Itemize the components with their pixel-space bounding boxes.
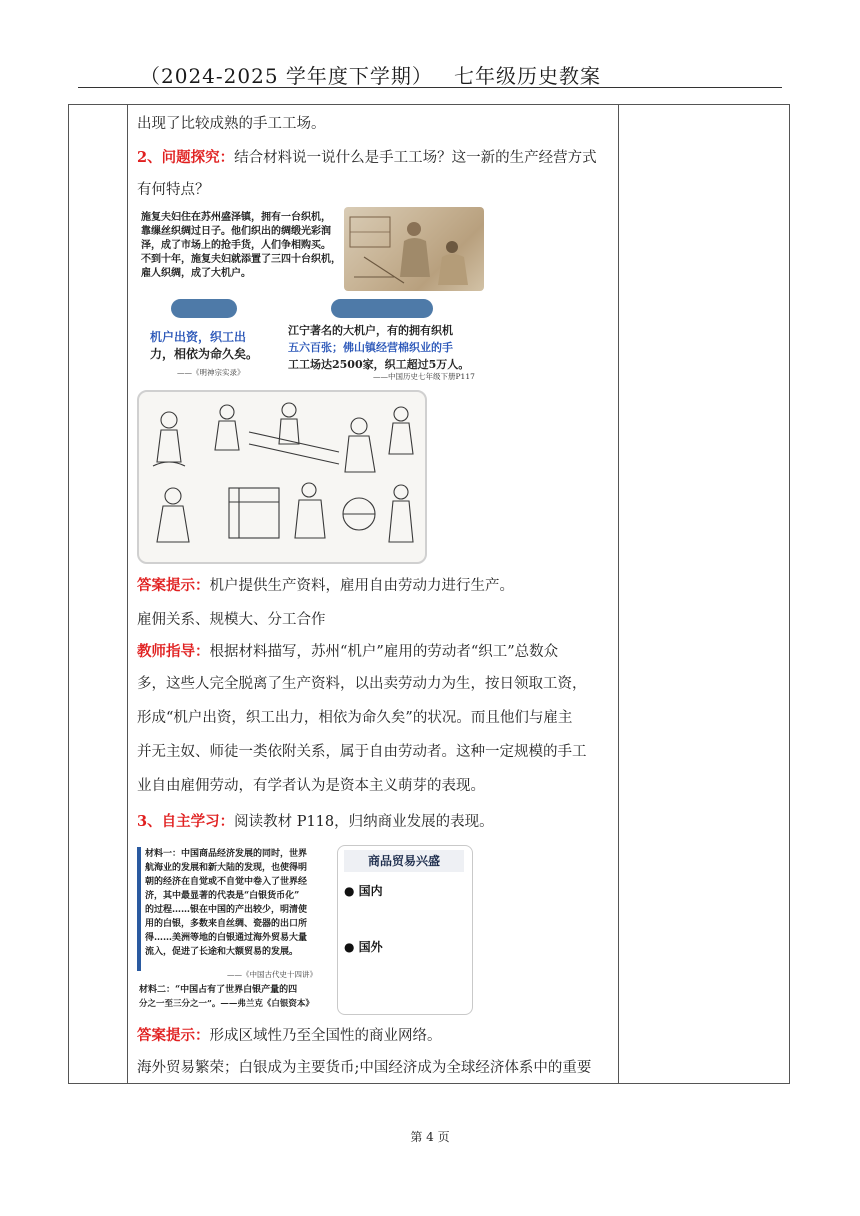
quote-right-line-1: 江宁著名的大机户，有的拥有织机	[288, 324, 453, 337]
answer-2-label: 答案提示：	[137, 1027, 210, 1044]
question-3-label: 3、自主学习：	[137, 813, 235, 830]
intro-line: 出现了比较成熟的手工工场。	[137, 116, 326, 132]
answer-2-line2: 海外贸易繁荣；白银成为主要货币;中国经济成为全球经济体系中的重要	[137, 1060, 592, 1076]
quote-right-banner	[331, 299, 433, 318]
answer-1-line1	[137, 576, 514, 596]
story-line-1: 施复夫妇住在苏州盛泽镇，拥有一台织机，	[141, 212, 331, 223]
header-rule	[78, 87, 782, 88]
textile-workers-sketch	[139, 392, 425, 562]
material-2-line-1: 材料二：“中国占有了世界白银产量的四	[139, 985, 298, 995]
commodity-trade-title: 商品贸易兴盛	[344, 850, 464, 872]
quote-left-line-1: 机户出资，织工出	[150, 330, 247, 344]
material-2-line-2: 分之一至三分之一”。——弗兰克《白银资本》	[139, 999, 314, 1009]
teacher-guide-line5: 业自由雇佣劳动，有学者认为是资本主义萌芽的表现。	[137, 778, 485, 794]
answer-2-line1	[137, 1026, 442, 1046]
teacher-guide-line3: 形成“机户出资，织工出力，相依为命久矣”的状况。而且他们与雇主	[137, 710, 573, 726]
answer-2-text: 形成区域性乃至全国性的商业网络。	[209, 1028, 442, 1044]
page-header	[78, 56, 782, 88]
story-line-3: 泽，成了市场上的抢手货，人们争相购买。	[141, 240, 331, 251]
weaving-scene-sketch	[344, 207, 484, 291]
quote-left-source: ——《明神宗实录》	[177, 368, 245, 377]
question-3-text: 阅读教材 P118，归纳商业发展的表现。	[234, 814, 494, 830]
page-number: 第 4 页	[410, 1130, 450, 1144]
question-2-line1	[137, 148, 597, 168]
material-1-source: ——《中国古代史十四讲》	[227, 970, 317, 979]
table-column-divider-right	[618, 105, 619, 1083]
commodity-trade-box	[337, 845, 473, 1015]
material-1-line-4: 济，其中最显著的代表是“白银货币化”	[145, 891, 300, 901]
material-accent-bar	[137, 847, 141, 971]
question-2-text: 结合材料说一说什么是手工工场？这一新的生产经营方式	[234, 150, 597, 166]
question-2-line2: 有何特点？	[137, 182, 210, 198]
teacher-guide-line1	[137, 642, 558, 662]
teacher-guide-line4: 并无主奴、师徒一类依附关系，属于自由劳动者。这种一定规模的手工	[137, 744, 587, 760]
teacher-guide-label: 教师指导：	[137, 643, 210, 660]
material-1-line-7: 得……美洲等地的白银通过海外贸易大量	[145, 933, 308, 943]
question-2-label: 2、问题探究：	[137, 149, 235, 166]
textile-workers-line-drawing	[137, 390, 427, 564]
header-term: （2024-2025 学年度下学期）	[140, 64, 433, 88]
answer-1-text: 机户提供生产资料，雇用自由劳动力进行生产。	[209, 578, 514, 594]
question-3-line	[137, 812, 494, 832]
teacher-guide-line2: 多，这些人完全脱离了生产资料，以出卖劳动力为生，按日领取工资，	[137, 676, 587, 692]
material-1-line-1: 材料一：中国商品经济发展的同时，世界	[145, 849, 308, 859]
quote-right-source: ——中国历史七年级下册P117	[373, 372, 475, 381]
material-panel	[137, 845, 327, 1017]
trade-foreign-item: ● 国外	[344, 940, 383, 954]
weaving-workshop-illustration	[344, 207, 484, 291]
lesson-table	[68, 104, 790, 1084]
story-line-4: 不到十年，施复夫妇就添置了三四十台织机，	[141, 254, 341, 265]
commerce-material-figure	[137, 845, 467, 1017]
quote-left-banner	[171, 299, 237, 318]
material-1-line-5: 的过程……银在中国的产出较少，明清使	[145, 905, 308, 915]
quote-right-line-2: 五六百张；佛山镇经营棉织业的手	[288, 341, 453, 354]
table-column-divider-left	[127, 105, 128, 1083]
header-course-title: 七年级历史教案	[454, 64, 601, 88]
quote-left-line-2: 力，相依为命久矣。	[150, 347, 259, 361]
teacher-guide-text-1: 根据材料描写，苏州“机户”雇用的劳动者“织工”总数众	[209, 644, 559, 660]
trade-domestic-item: ● 国内	[344, 884, 383, 898]
material-1-line-8: 流入，促进了长途和大额贸易的发展。	[145, 947, 299, 957]
material-1-line-6: 用的白银，多数来自丝绸、瓷器的出口所	[145, 919, 308, 929]
quote-right-line-3: 工工场达2500家，织工超过5万人。	[288, 358, 470, 371]
story-line-5: 雇人织绸，成了大机户。	[141, 268, 251, 279]
answer-1-line2: 雇佣关系、规模大、分工合作	[137, 612, 326, 628]
material-1-line-2: 航海业的发展和新大陆的发现，也使得明	[145, 863, 308, 873]
handicraft-workshop-material-figure	[137, 205, 487, 379]
story-line-2: 靠缫丝织绸过日子。他们织出的绸缎光彩润	[141, 226, 331, 237]
answer-1-label: 答案提示：	[137, 577, 210, 594]
material-1-line-3: 朝的经济在自觉或不自觉中卷入了世界经	[145, 877, 308, 887]
